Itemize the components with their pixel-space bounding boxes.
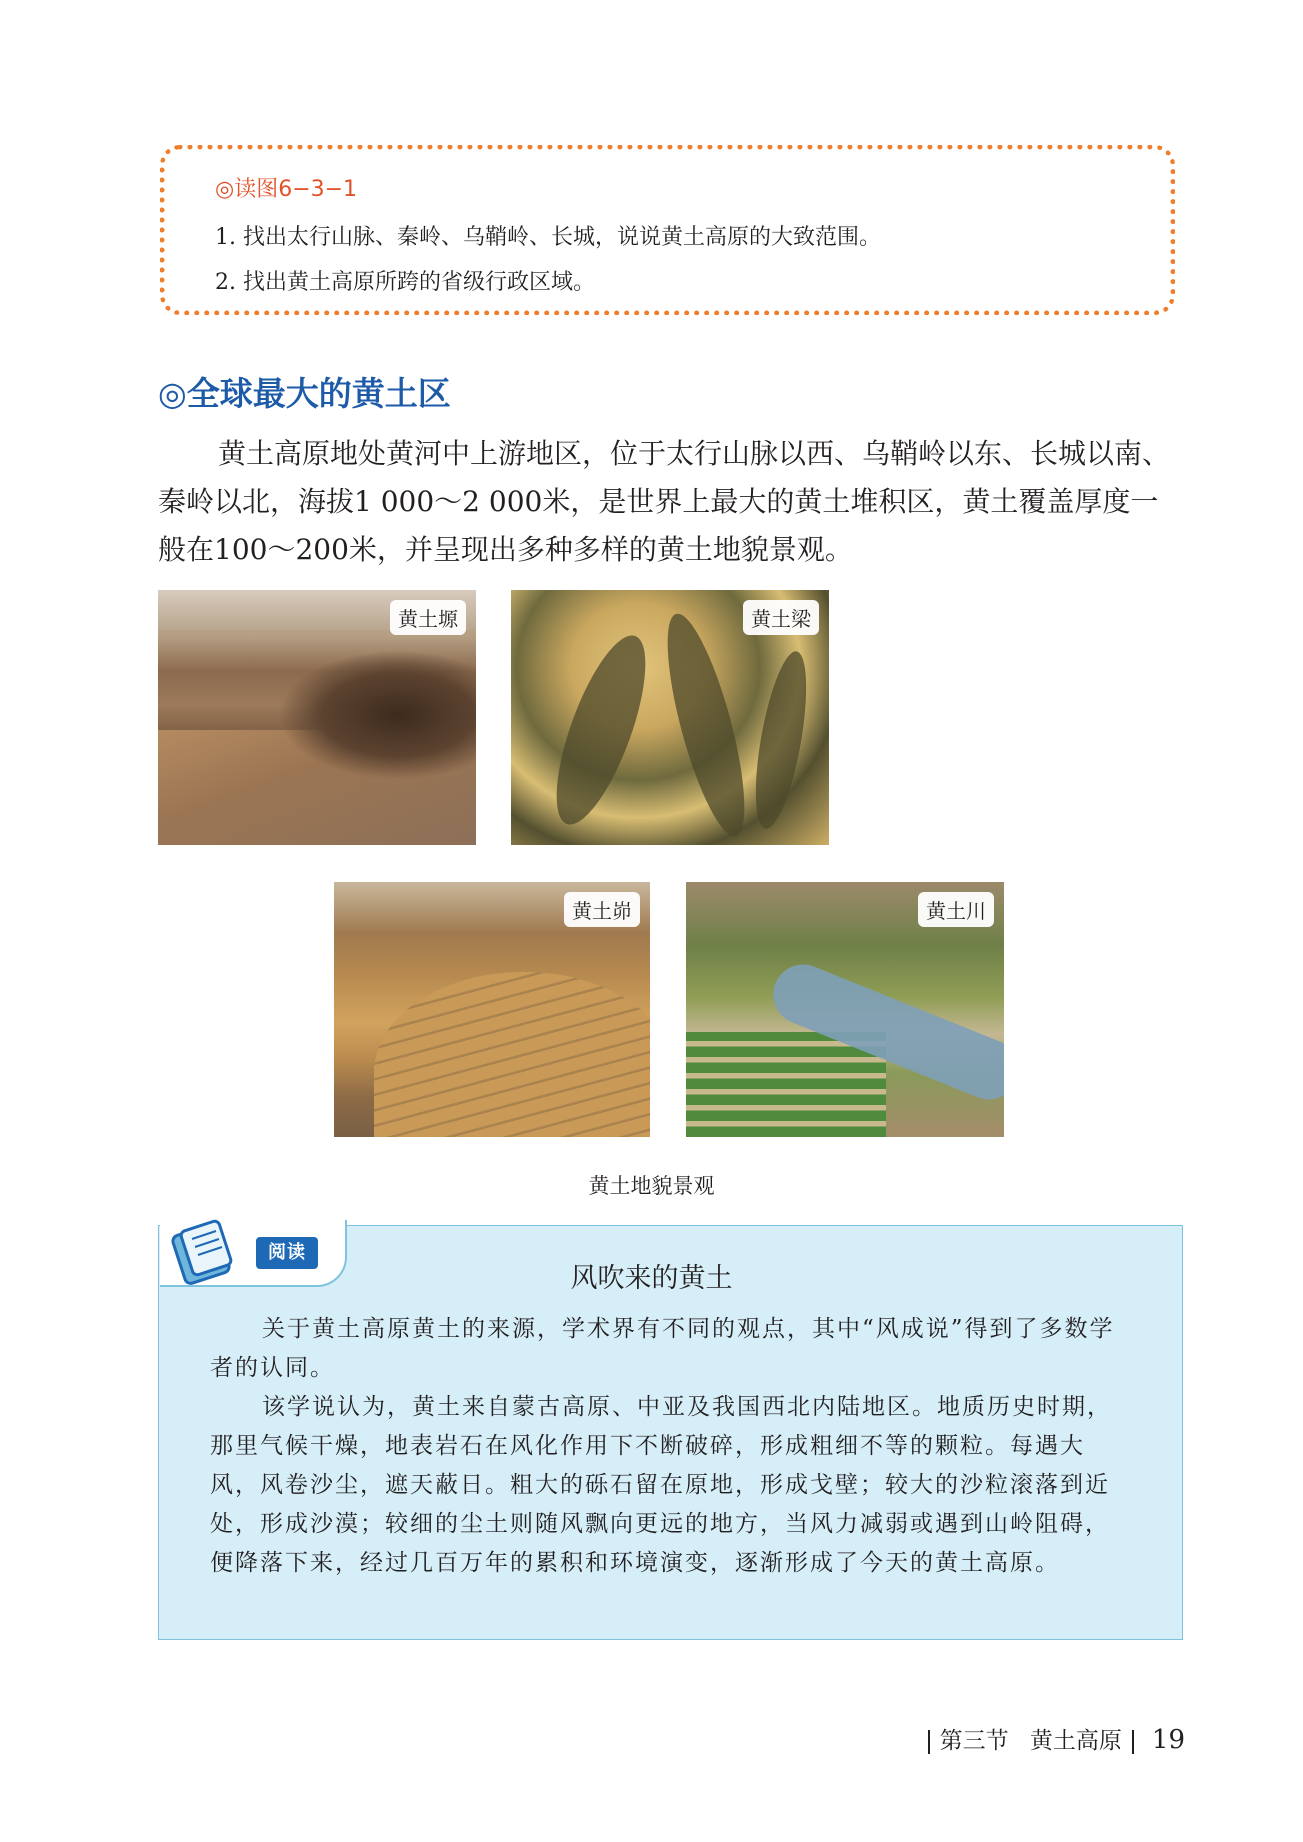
photo-loess-tableland (158, 590, 476, 845)
footer-divider (928, 1730, 930, 1754)
footer-chapter: 黄土高原 (1029, 1728, 1122, 1754)
read-figure-title: ◎读图6−3−1 (215, 177, 358, 202)
reading-title: 风吹来的黄土 (570, 1263, 733, 1294)
body-paragraph: 黄土高原地处黄河中上游地区，位于太行山脉以西、乌鞘岭以东、长城以南、秦岭以北，海拔1 000～2 000米，是世界上最大的黄土堆积区，黄土覆盖厚度一般在100～200米，并呈现出多种多样的黄土地貌景观。 (158, 437, 1171, 566)
page-number: 19 (1151, 1725, 1185, 1755)
photo-label: 黄土梁 (743, 600, 819, 635)
photo-loess-ridge (511, 590, 829, 845)
photo-label: 黄土峁 (564, 892, 640, 927)
read-item-2: 2. 找出黄土高原所跨的省级行政区域。 (215, 270, 595, 295)
read-item-1: 1. 找出太行山脉、秦岭、乌鞘岭、长城，说说黄土高原的大致范围。 (215, 225, 881, 250)
read-figure-box (160, 145, 1175, 315)
photo-loess-hill (334, 882, 650, 1137)
photo-loess-valley (686, 882, 1004, 1137)
reading-paragraph-2: 该学说认为，黄土来自蒙古高原、中亚及我国西北内陆地区。地质历史时期，那里气候干燥，地表岩石在风化作用下不断破碎，形成粗细不等的颗粒。每遇大风，风卷沙尘，遮天蔽日。粗大的砾石留在原地，形成戈壁；较大的沙粒滚落到近处，形成沙漠；较细的尘土则随风飘向更远的地方，当风力减弱或遇到山岭阻碍，便降落下来，经过几百万年的累积和环境演变，逐渐形成了今天的黄土高原。 (210, 1394, 1112, 1576)
photo-label: 黄土塬 (390, 600, 466, 635)
reading-tab-label: 阅读 (256, 1237, 318, 1269)
reading-paragraph-1: 关于黄土高原黄土的来源，学术界有不同的观点，其中“风成说”得到了多数学者的认同。 (210, 1316, 1115, 1381)
footer-divider (1132, 1730, 1134, 1754)
page-footer (918, 1722, 1185, 1755)
footer-section: 第三节 (939, 1728, 1009, 1754)
photo-label: 黄土川 (918, 892, 994, 927)
figure-caption: 黄土地貌景观 (588, 1174, 715, 1198)
section-title: ◎全球最大的黄土区 (158, 374, 451, 413)
